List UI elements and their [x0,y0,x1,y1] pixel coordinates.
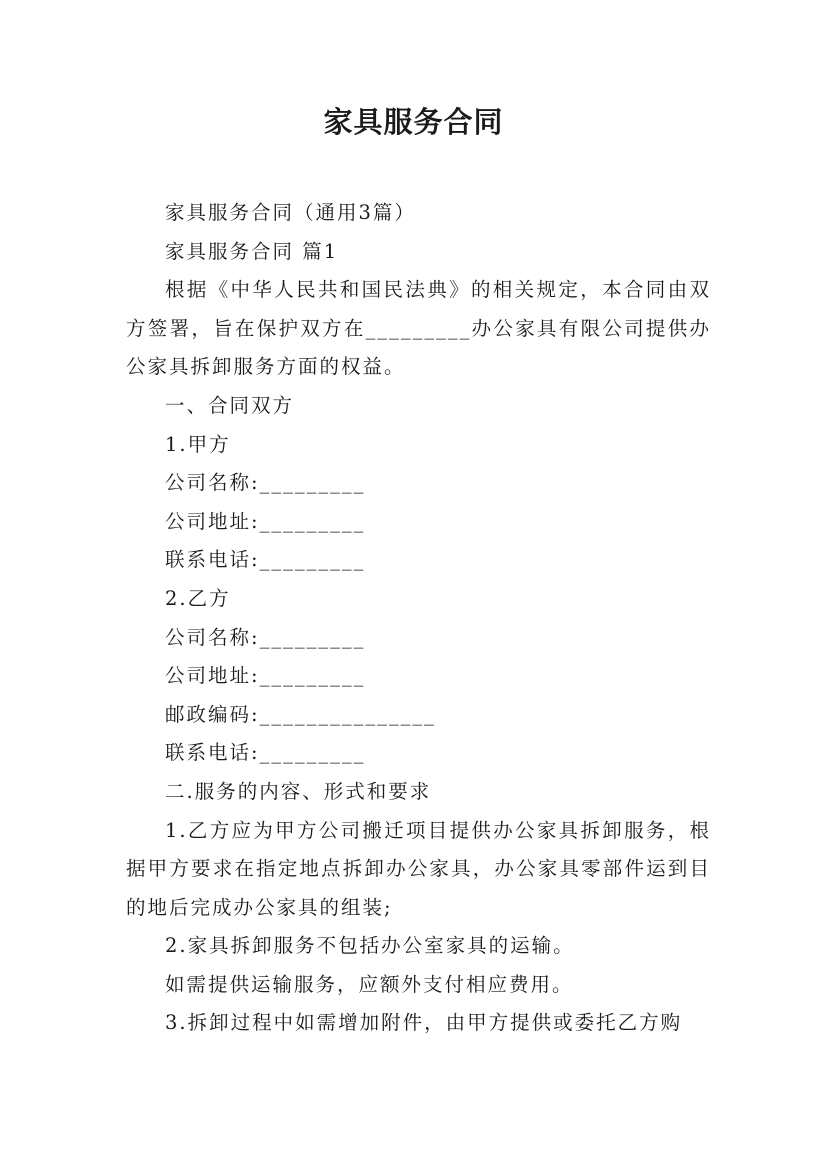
paragraph: 联系电话:_________ [165,548,366,572]
paragraph: 2.乙方 [165,586,231,610]
paragraph: 联系电话:_________ [165,741,366,765]
paragraph: 根据《中华人民共和国民法典》的相关规定，本合同由双方签署，旨在保护双方在_________办公家具有限公司提供办公家具拆卸服务方面的权益。 [126,278,711,379]
paragraph: 一、合同双方 [165,393,295,417]
paragraph: 公司地址:_________ [165,509,366,533]
paragraph: 公司名称:_________ [165,625,366,649]
paragraph: 二.服务的内容、形式和要求 [165,779,432,803]
paragraph: 2.家具拆卸服务不包括办公室家具的运输。 [165,934,575,958]
paragraph: 家具服务合同（通用3篇） [165,201,416,224]
paragraph: 如需提供运输服务，应额外支付相应费用。 [165,972,574,996]
paragraph: 公司名称:_________ [165,471,366,495]
paragraph: 家具服务合同 篇1 [165,239,339,263]
paragraph: 1.乙方应为甲方公司搬迁项目提供办公家具拆卸服务，根据甲方要求在指定地点拆卸办公家具，办公家具零部件运到目的地后完成办公家具的组装; [126,818,711,919]
paragraph: 3.拆卸过程中如需增加附件，由甲方提供或委托乙方购 [165,1011,683,1035]
paragraph: 公司地址:_________ [165,664,366,688]
paragraph: 1.甲方 [165,432,231,456]
document-title: 家具服务合同 [323,105,504,139]
document-body [126,194,711,1043]
paragraph: 邮政编码:_______________ [165,702,436,726]
